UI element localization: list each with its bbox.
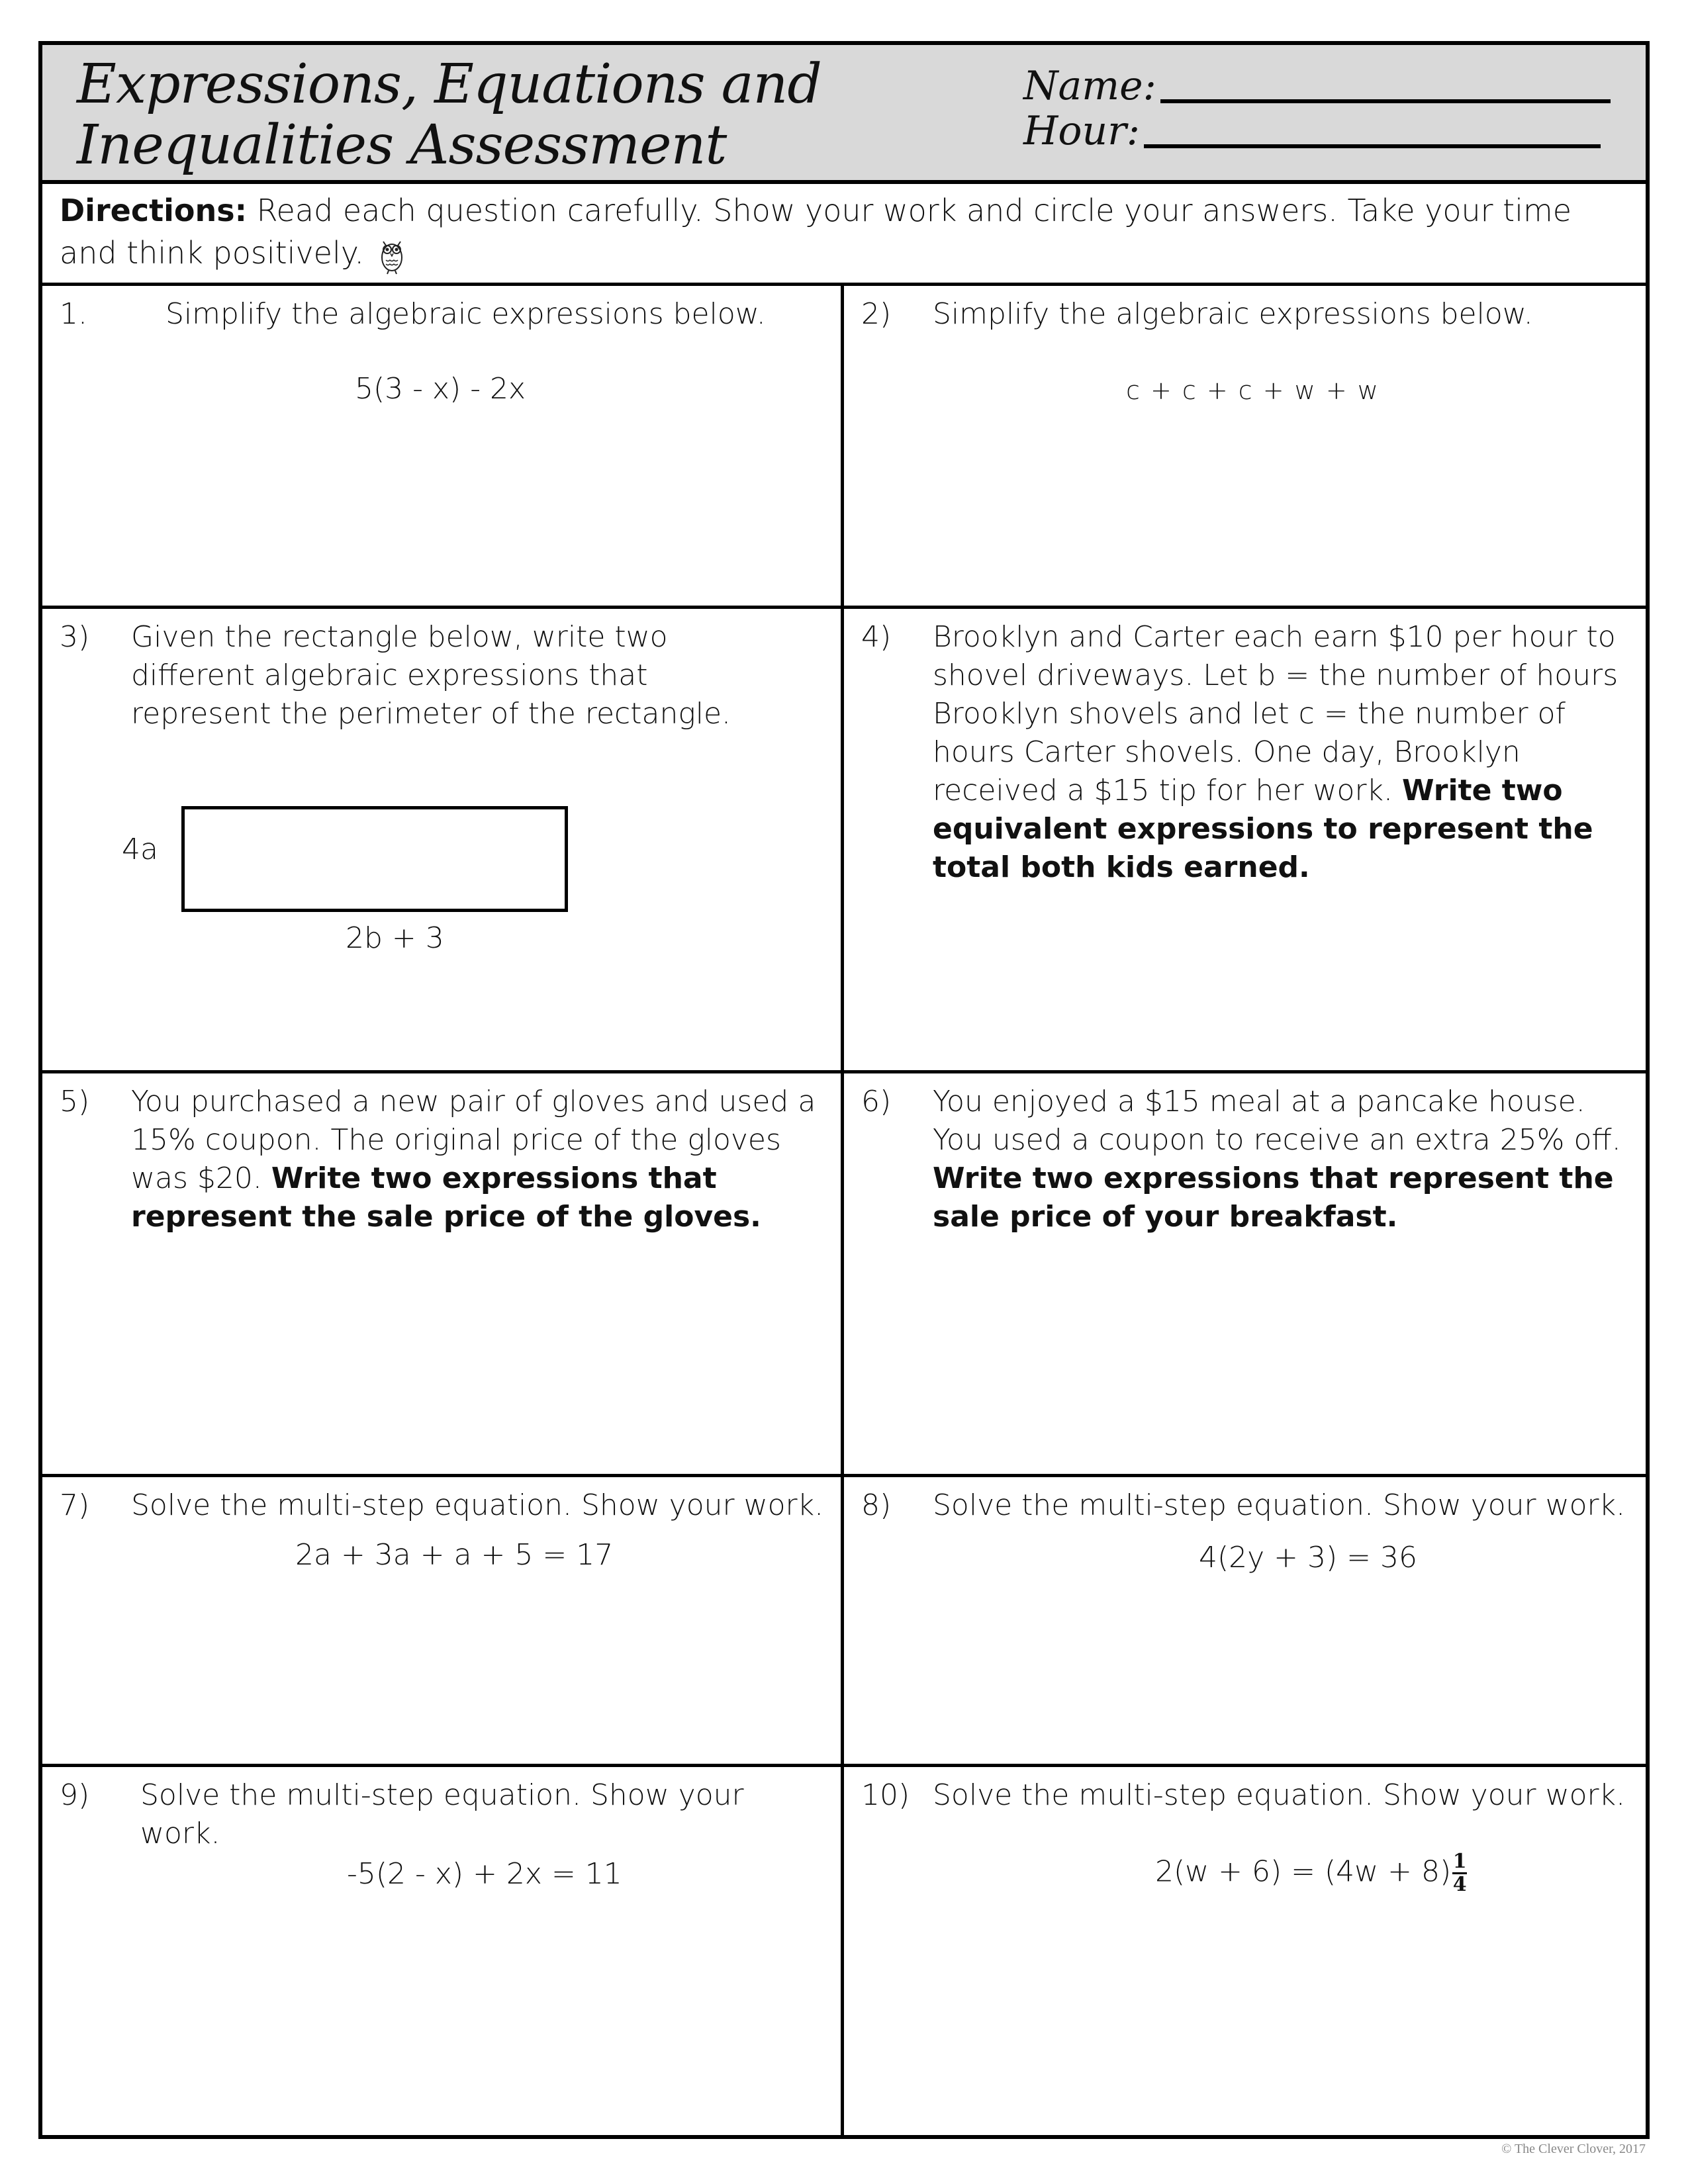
question-10[interactable] (844, 1767, 1646, 2139)
question-expression (1155, 1852, 1467, 1895)
directions-label: Directions: (60, 193, 247, 228)
copyright-footer: © The Clever Clover, 2017 (1501, 2142, 1646, 2156)
question-task: Write two expressions that represent the sale price of your breakfast. (933, 1161, 1614, 1234)
fraction (1452, 1852, 1467, 1895)
header-banner (42, 45, 1646, 184)
question-prompt: Simplify the algebraic expressions below. (165, 297, 766, 331)
question-4[interactable] (844, 609, 1646, 1070)
question-prompt: You purchased a new pair of gloves and used a 15% coupon. The original price of the gloves was $20. (131, 1085, 816, 1195)
question-prompt: Brooklyn and Carter each earn $10 per hour to shovel driveways. Let b = the number of hours Brooklyn shovels and let c = the number of hours Carter shovels. One day, Brooklyn received a $15 tip for her work. (933, 620, 1618, 807)
question-3[interactable] (42, 609, 844, 1070)
question-prompt: Solve the multi-step equation. Show your work. (140, 1778, 744, 1850)
question-number: 9) (60, 1778, 90, 1812)
question-number: 3) (60, 620, 90, 654)
question-number: 2) (861, 297, 892, 331)
question-row-1 (42, 286, 1646, 609)
question-row-5 (42, 1767, 1646, 2139)
title-line-2: Inequalities Assessment (77, 114, 727, 177)
rectangle-bottom-label: 2b + 3 (346, 921, 444, 955)
directions-text: Read each question carefully. Show your work and circle your answers. Take your time and think positively. (60, 193, 1572, 271)
page-title (77, 54, 821, 176)
question-8[interactable] (844, 1477, 1646, 1764)
question-2[interactable] (844, 286, 1646, 606)
question-5[interactable] (42, 1073, 844, 1474)
student-info (1023, 64, 1611, 154)
question-number: 1. (60, 297, 87, 331)
directions (42, 180, 1646, 286)
fraction-denominator: 4 (1452, 1873, 1467, 1896)
question-grid (42, 286, 1646, 2135)
question-expression: c + c + c + w + w (1126, 376, 1380, 405)
question-prompt: Simplify the algebraic expressions below. (933, 297, 1533, 331)
name-field[interactable] (1023, 64, 1611, 109)
question-expression: 2a + 3a + a + 5 = 17 (295, 1538, 614, 1572)
fraction-numerator: 1 (1452, 1850, 1467, 1873)
question-task: Write two equivalent expressions to represent the total both kids earned. (933, 774, 1593, 884)
question-row-4 (42, 1477, 1646, 1767)
question-expression: 5(3 - x) - 2x (355, 372, 526, 406)
owl-icon (378, 236, 406, 275)
rectangle-figure (181, 806, 568, 912)
question-task: Write two expressions that represent the sale price of the gloves. (131, 1161, 761, 1234)
question-row-3 (42, 1073, 1646, 1477)
question-row-2 (42, 609, 1646, 1073)
question-7[interactable] (42, 1477, 844, 1764)
question-number: 5) (60, 1085, 90, 1118)
name-label: Name: (1023, 63, 1156, 109)
title-line-1: Expressions, Equations and (77, 53, 821, 116)
question-expression: -5(2 - x) + 2x = 11 (347, 1857, 622, 1891)
question-expression: 4(2y + 3) = 36 (1199, 1541, 1418, 1574)
question-number: 10) (861, 1778, 910, 1812)
question-1[interactable] (42, 286, 844, 606)
question-number: 7) (60, 1488, 90, 1522)
question-prompt: You enjoyed a $15 meal at a pancake house. You used a coupon to receive an extra 25% off. (933, 1085, 1621, 1157)
question-6[interactable] (844, 1073, 1646, 1474)
question-number: 8) (861, 1488, 892, 1522)
worksheet (38, 41, 1650, 2139)
equation-text: 2(w + 6) = (4w + 8) (1155, 1854, 1452, 1889)
question-prompt: Solve the multi-step equation. Show your work. (933, 1488, 1626, 1522)
name-blank-line[interactable] (1160, 99, 1611, 103)
hour-blank-line[interactable] (1144, 144, 1601, 148)
hour-field[interactable] (1023, 109, 1611, 154)
question-number: 6) (861, 1085, 892, 1118)
question-prompt: Solve the multi-step equation. Show your work. (933, 1778, 1626, 1812)
question-9[interactable] (42, 1767, 844, 2139)
hour-label: Hour: (1023, 108, 1140, 154)
rectangle-side-label: 4a (122, 833, 158, 866)
question-prompt: Solve the multi-step equation. Show your work. (131, 1488, 824, 1522)
question-prompt: Given the rectangle below, write two different algebraic expressions that represent the perimeter of the rectangle. (131, 620, 731, 731)
question-number: 4) (861, 620, 892, 654)
